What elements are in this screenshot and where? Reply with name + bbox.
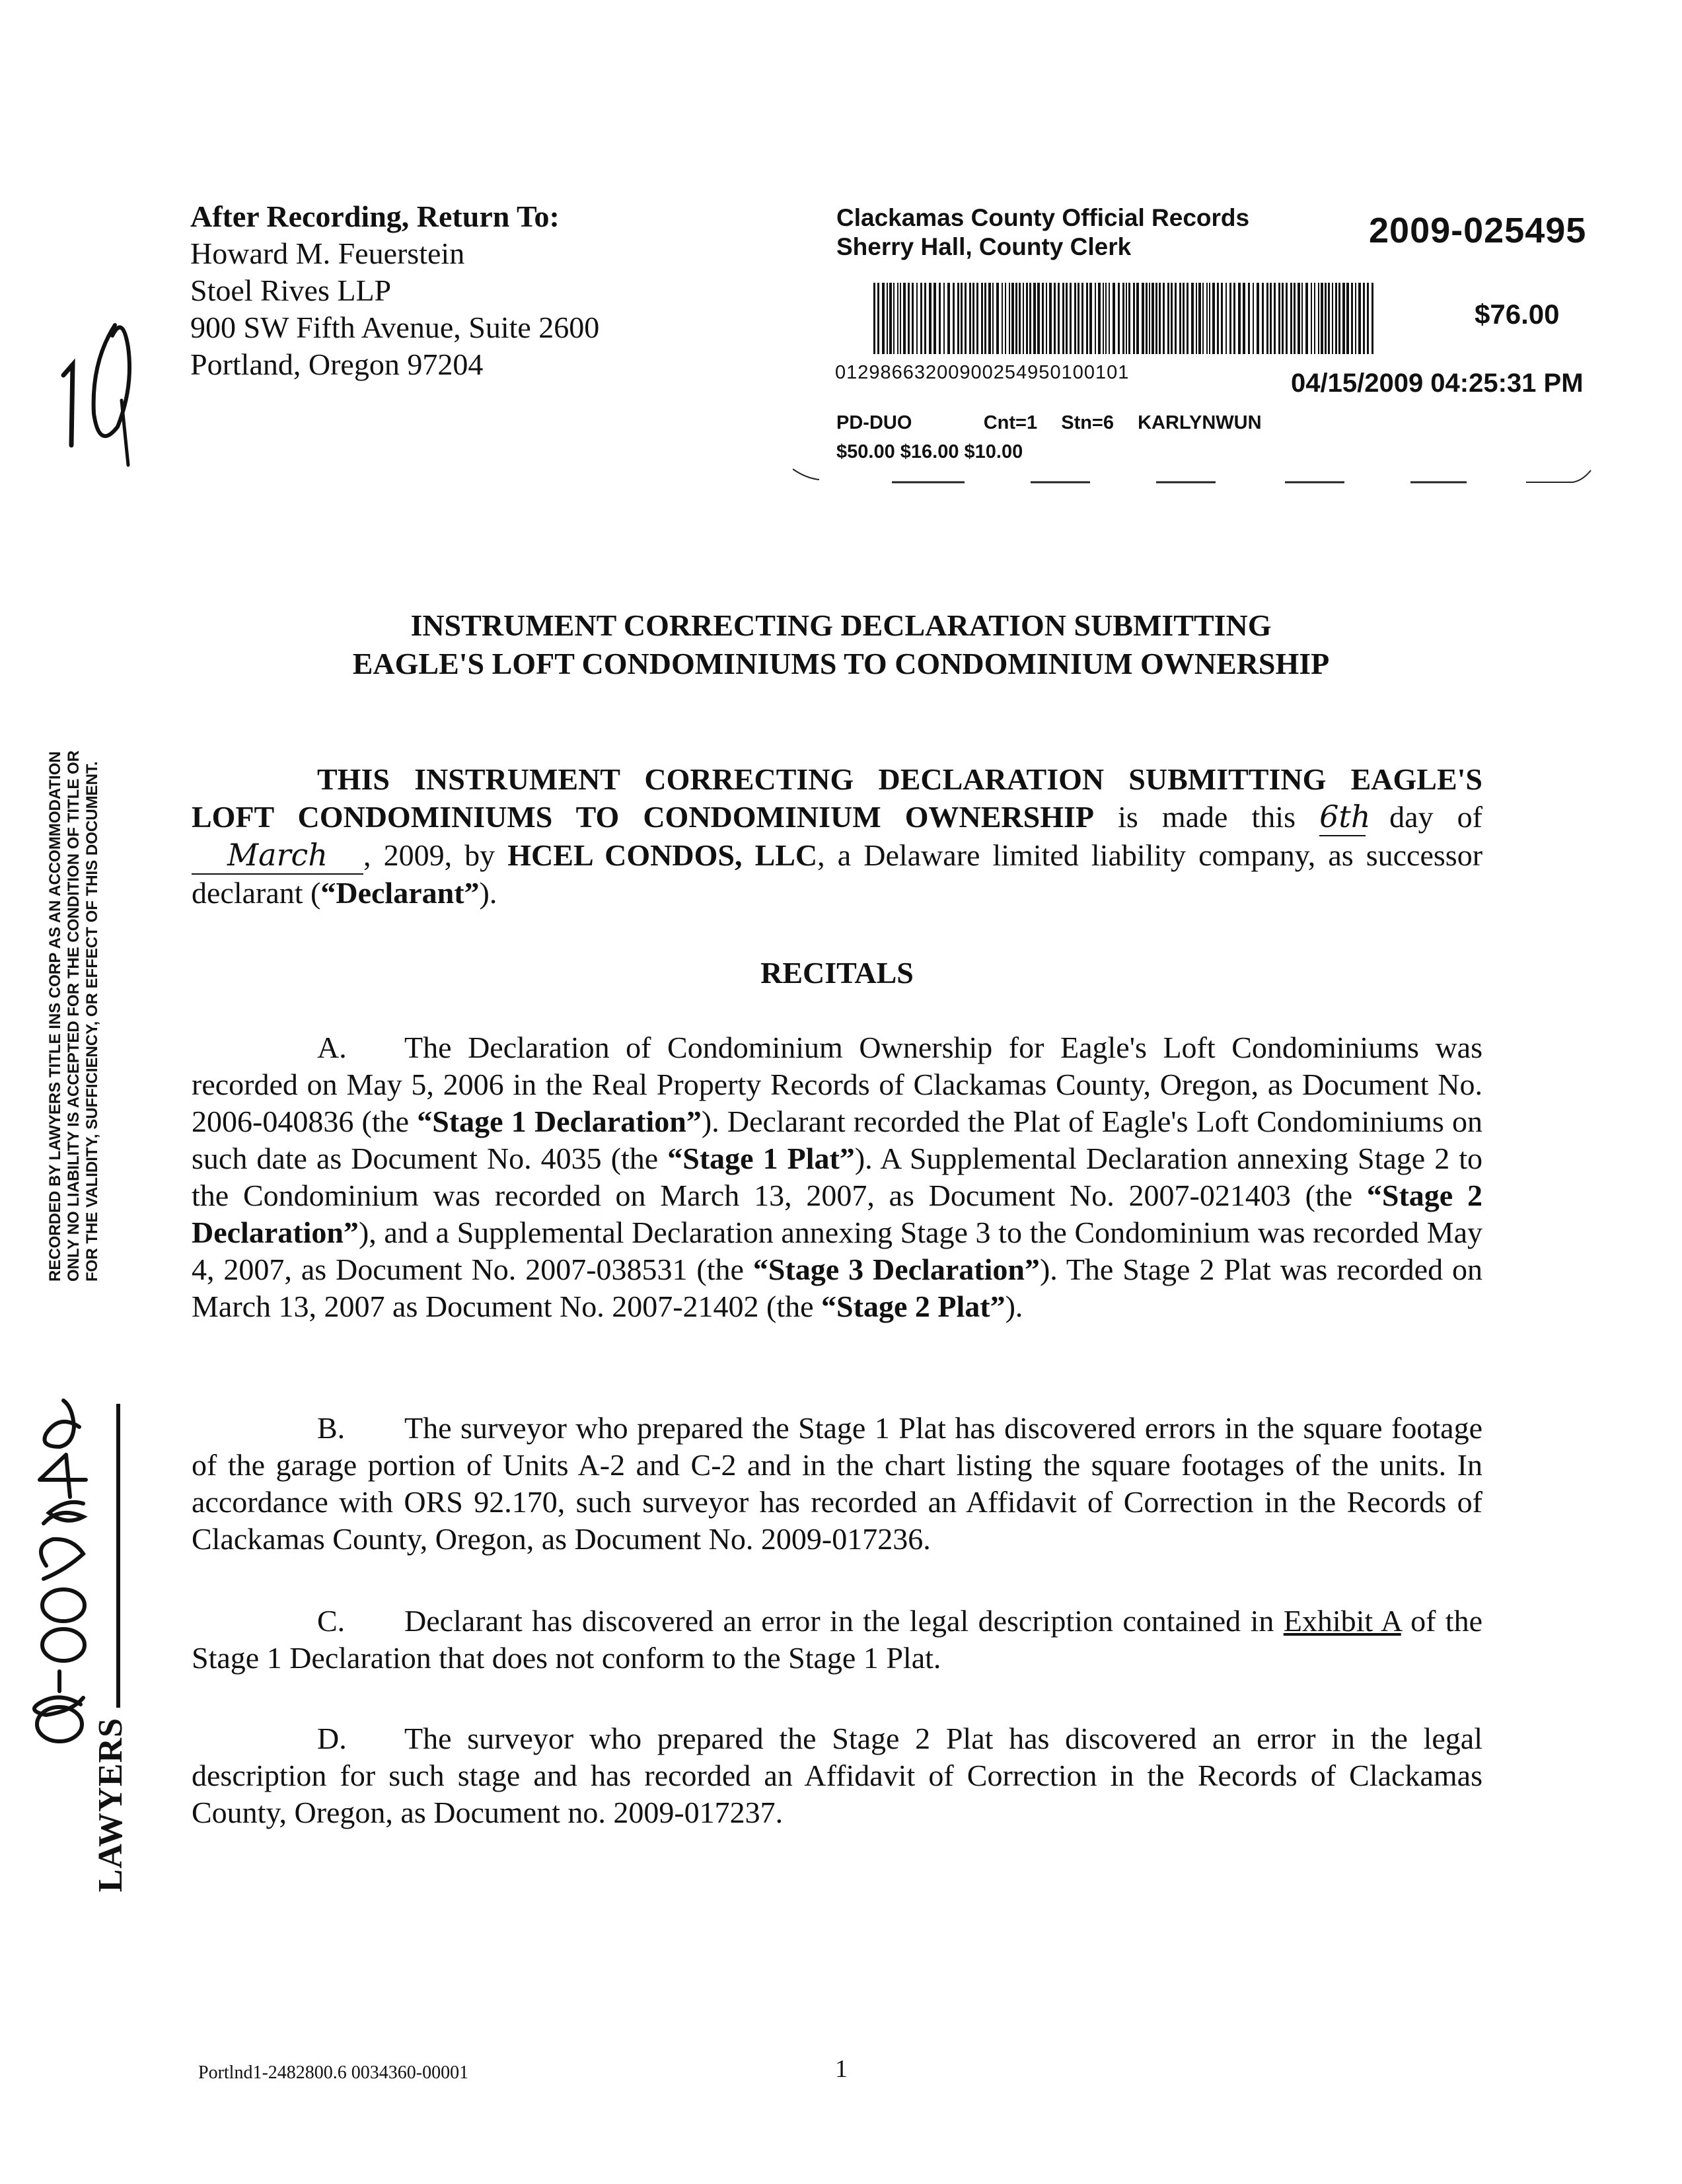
barcode-bar	[988, 283, 991, 354]
barcode-bar	[1225, 283, 1227, 354]
barcode-bar	[924, 283, 926, 354]
barcode-bar	[1191, 283, 1194, 354]
barcode-bar	[887, 283, 888, 354]
recording-office-line1: Clackamas County Official Records	[836, 204, 1250, 231]
barcode-bar	[933, 283, 936, 354]
recital-d-text: The surveyor who prepared the Stage 2 Plat has discovered an error in the legal description for such stage and has recorded an Affidavit of Correction in the Records of Clackamas County, Oregon, as Document no. 2009-017237.	[192, 1722, 1482, 1829]
barcode-bar	[1270, 283, 1272, 354]
barcode-bar	[1142, 283, 1144, 354]
recital-a-text-2: ). Declarant recorded the Plat of Eagle's Loft Condominiums on such date as Document No. 4035 (the	[192, 1105, 1482, 1175]
recital-a-text-3: ). A Supplemental Declaration annexing Stage 2 to the Condominium was recorded on March 13, 2007, as Document No. 2007-021403 (the	[192, 1142, 1483, 1212]
barcode-bar	[1233, 283, 1235, 354]
recital-b-label: B.	[317, 1411, 346, 1445]
barcode-bar	[1011, 283, 1014, 354]
barcode-bar	[1314, 283, 1315, 354]
recital-a-defined-term-5: “Stage 2 Plat”	[821, 1290, 1006, 1323]
barcode-bar	[1074, 283, 1076, 354]
barcode-bar	[961, 283, 963, 354]
barcode-bar	[1325, 283, 1327, 354]
barcode-bar	[873, 283, 875, 354]
barcode-bar	[1321, 283, 1323, 354]
barcode-bar	[1262, 283, 1264, 354]
return-address-block	[190, 198, 599, 383]
barcode-bar	[1187, 283, 1188, 354]
recital-a-defined-term-2: “Stage 1 Plat”	[667, 1142, 855, 1175]
barcode-bar	[1301, 283, 1303, 354]
barcode-bar	[1351, 283, 1353, 354]
document-title-line2: EAGLE'S LOFT CONDOMINIUMS TO CONDOMINIUM OWNERSHIP	[352, 647, 1330, 680]
barcode-bar	[1046, 283, 1047, 354]
barcode-bar	[1358, 283, 1361, 354]
intro-text-4: , a Delaware limited liability company, as successor declarant (	[192, 838, 1483, 910]
barcode-image	[871, 283, 1377, 354]
barcode-bar	[1175, 283, 1177, 354]
barcode-bar	[1311, 283, 1312, 354]
barcode-bar	[1118, 283, 1120, 354]
barcode-bar	[1342, 283, 1345, 354]
barcode-bar	[1248, 283, 1250, 354]
barcode-bar	[1196, 283, 1197, 354]
barcode-bar	[900, 283, 901, 354]
barcode-bar	[1278, 283, 1280, 354]
barcode-bar	[953, 283, 955, 354]
recital-b	[192, 1410, 1482, 1558]
intro-text-2: day of	[1366, 800, 1482, 834]
document-title	[198, 606, 1484, 683]
handwritten-month: March	[192, 836, 363, 875]
intro-text-3: , 2009, by	[363, 838, 508, 872]
barcode-bar	[1019, 283, 1021, 354]
barcode-bar	[1171, 283, 1173, 354]
barcode-bar	[1026, 283, 1028, 354]
recording-office-line2: Sherry Hall, County Clerk	[836, 233, 1132, 260]
recital-a-defined-term-4: “Stage 3 Declaration”	[752, 1253, 1040, 1286]
barcode-bar	[897, 283, 898, 354]
barcode-bar	[1243, 283, 1245, 354]
recording-station-line: PD-DUO Cnt=1 Stn=6 KARLYNWUN	[836, 412, 1262, 433]
barcode-bar	[1159, 283, 1161, 354]
recording-datetime: 04/15/2009 04:25:31 PM	[1291, 369, 1584, 398]
barcode-bar	[1335, 283, 1337, 354]
barcode-bar	[893, 283, 895, 354]
barcode-bar	[1212, 283, 1215, 354]
recital-d-label: D.	[317, 1722, 347, 1755]
barcode-bar	[1033, 283, 1036, 354]
recital-a-defined-term-3: “Stage 2 Declaration”	[192, 1179, 1482, 1249]
barcode-bar	[1266, 283, 1268, 354]
barcode-bar	[965, 283, 967, 354]
barcode-bar	[1058, 283, 1060, 354]
lawyers-signature-line	[116, 1404, 120, 1708]
barcode-number: 01298663200900254950100101	[835, 362, 1130, 383]
barcode-bar	[1179, 283, 1181, 354]
barcode-bar	[1089, 283, 1092, 354]
recital-a-text-4: ), and a Supplemental Declaration annexing Stage 3 to the Condominium was recorded May 4, 2007, as Document No. 2007-038531 (the	[192, 1216, 1482, 1286]
barcode-bar	[916, 283, 918, 354]
barcode-bar	[1149, 283, 1150, 354]
barcode-bar	[1238, 283, 1241, 354]
recital-c-text-1: Declarant has discovered an error in the legal description contained in	[404, 1604, 1284, 1638]
page-number: 1	[835, 2055, 848, 2083]
barcode-bar	[1206, 283, 1208, 354]
recital-c-text-2: of the Stage 1 Declaration that does not conform to the Stage 1 Plat.	[192, 1604, 1483, 1675]
recital-b-text: The surveyor who prepared the Stage 1 Plat has discovered errors in the square footage of the garage portion of Units A-2 and C-2 and in the chart listing the square footages of the units. In accordance with ORS 92.170, such surveyor has recorded an Affidavit of Correction in the Records of Clackamas County, Oregon, as Document No. 2009-017236.	[192, 1411, 1482, 1556]
barcode-bar	[1282, 283, 1284, 354]
barcode-bar	[1095, 283, 1096, 354]
recital-c-label: C.	[317, 1604, 346, 1638]
barcode-bar	[1128, 283, 1130, 354]
lawyers-stamp: LAWYERS	[92, 1718, 129, 1893]
barcode-bar	[1136, 283, 1139, 354]
barcode-bar	[1078, 283, 1079, 354]
barcode-bar	[1098, 283, 1101, 354]
barcode-bar	[1109, 283, 1110, 354]
barcode-bar	[976, 283, 978, 354]
barcode-bar	[1221, 283, 1223, 354]
barcode-bar	[903, 283, 906, 354]
barcode-bar	[1042, 283, 1044, 354]
barcode-bar	[984, 283, 986, 354]
barcode-bar	[1113, 283, 1115, 354]
intro-text-1: is made this	[1093, 800, 1320, 834]
barcode-bar	[1229, 283, 1231, 354]
barcode-bar	[1167, 283, 1169, 354]
barcode-bar	[1029, 283, 1031, 354]
return-line-firm: Stoel Rives LLP	[190, 273, 392, 307]
recital-c	[192, 1603, 1482, 1677]
barcode-bar	[1103, 283, 1104, 354]
recording-fees-line: $50.00 $16.00 $10.00	[836, 441, 1023, 462]
barcode-bar	[912, 283, 914, 354]
barcode-bar	[1081, 283, 1083, 354]
barcode-bar	[1054, 283, 1056, 354]
barcode-bar	[1338, 283, 1340, 354]
barcode-bar	[1328, 283, 1330, 354]
intro-declarant: “Declarant”	[320, 876, 480, 910]
barcode-bar	[1105, 283, 1107, 354]
barcode-bar	[939, 283, 941, 354]
intro-text-5: ).	[479, 876, 497, 910]
barcode-bar	[1305, 283, 1308, 354]
barcode-bar	[1318, 283, 1319, 354]
return-line-street: 900 SW Fifth Avenue, Suite 2600	[190, 310, 600, 344]
barcode-bar	[1152, 283, 1154, 354]
barcode-bar	[992, 283, 994, 354]
recitals-heading: RECITALS	[760, 956, 914, 990]
barcode-bar	[1005, 283, 1006, 354]
barcode-bar	[1163, 283, 1165, 354]
barcode-bar	[1070, 283, 1072, 354]
intro-paragraph	[192, 761, 1482, 912]
barcode-bar	[1298, 283, 1300, 354]
barcode-bar	[882, 283, 885, 354]
recital-a-text-5: ). The Stage 2 Plat was recorded on March 13, 2007 as Document No. 2007-21402 (the	[192, 1253, 1482, 1323]
barcode-bar	[920, 283, 922, 354]
exhibit-a-reference: Exhibit A	[1283, 1604, 1401, 1638]
barcode-bar	[1023, 283, 1024, 354]
barcode-bar	[1274, 283, 1276, 354]
barcode-bar	[1209, 283, 1210, 354]
barcode-bar	[877, 283, 879, 354]
barcode-bar	[1015, 283, 1017, 354]
recording-office	[836, 203, 1249, 262]
barcode-bar	[943, 283, 945, 354]
barcode-bar	[1371, 283, 1373, 354]
barcode-bar	[1049, 283, 1052, 354]
barcode-bar	[957, 283, 959, 354]
title-company-disclaimer: RECORDED BY LAWYERS TITLE INS CORP AS AN ACCOMMODATION ONLY NO LIABILITY IS ACCEPTED FOR THE CONDITION OF TITLE OR FOR THE VALIDITY, SUFFICIENCY, OR EFFECT OF THIS DOCUMENT.	[46, 750, 101, 1282]
intro-bold-title: THIS INSTRUMENT CORRECTING DECLARATION SUBMITTING EAGLE'S LOFT CONDOMINIUMS TO CONDOMINIUM OWNERSHIP	[192, 762, 1482, 834]
barcode-bar	[1062, 283, 1064, 354]
barcode-bar	[1126, 283, 1127, 354]
document-reference-footer: Portlnd1-2482800.6 0034360-00001	[198, 2062, 469, 2083]
recital-a	[192, 1029, 1482, 1325]
barcode-bar	[1294, 283, 1296, 354]
barcode-bar	[981, 283, 983, 354]
barcode-bar	[972, 283, 974, 354]
barcode-bar	[1198, 283, 1201, 354]
barcode-bar	[1257, 283, 1259, 354]
stamp-border-dashes	[793, 466, 1592, 486]
return-line-city: Portland, Oregon 97204	[190, 347, 484, 381]
barcode-bar	[929, 283, 932, 354]
barcode-bar	[1002, 283, 1003, 354]
document-title-line1: INSTRUMENT CORRECTING DECLARATION SUBMITTING	[410, 608, 1272, 642]
recital-d	[192, 1720, 1482, 1831]
barcode-bar	[1155, 283, 1157, 354]
recital-a-text-1: The Declaration of Condominium Ownership for Eagle's Loft Condominiums was recorded on May 5, 2006 in the Real Property Records of Clackamas County, Oregon, as Document No. 2006-040836 (the	[192, 1031, 1482, 1138]
barcode-bar	[1367, 283, 1369, 354]
barcode-bar	[1346, 283, 1349, 354]
recital-a-label: A.	[317, 1031, 347, 1064]
barcode-bar	[1217, 283, 1219, 354]
recording-fee-total: $76.00	[1475, 299, 1560, 330]
barcode-bar	[1332, 283, 1333, 354]
handwritten-file-number-icon	[20, 1381, 126, 1751]
barcode-bar	[969, 283, 971, 354]
intro-company: HCEL CONDOS, LLC	[507, 838, 818, 872]
barcode-bar	[1066, 283, 1068, 354]
barcode-bar	[1183, 283, 1185, 354]
handwritten-day: 6th	[1319, 798, 1366, 836]
recital-a-defined-term-1: “Stage 1 Declaration”	[417, 1105, 702, 1138]
barcode-bar	[889, 283, 892, 354]
barcode-bar	[1290, 283, 1292, 354]
barcode-bar	[1286, 283, 1288, 354]
barcode-bar	[908, 283, 910, 354]
handwritten-mark-icon	[54, 301, 140, 473]
barcode-bar	[1146, 283, 1148, 354]
barcode-bar	[1202, 283, 1204, 354]
recital-a-text-6: ).	[1005, 1290, 1023, 1323]
barcode-bar	[1122, 283, 1124, 354]
return-line-name: Howard M. Feuerstein	[190, 237, 465, 270]
barcode-bar	[1037, 283, 1040, 354]
barcode-bar	[1253, 283, 1254, 354]
return-heading: After Recording, Return To:	[190, 200, 560, 233]
barcode-bar	[1363, 283, 1365, 354]
barcode-bar	[1133, 283, 1135, 354]
barcode-bar	[1355, 283, 1356, 354]
barcode-bar	[947, 283, 950, 354]
barcode-bar	[1009, 283, 1010, 354]
recording-document-number: 2009-025495	[1369, 211, 1587, 250]
barcode-bar	[996, 283, 999, 354]
barcode-bar	[1086, 283, 1088, 354]
